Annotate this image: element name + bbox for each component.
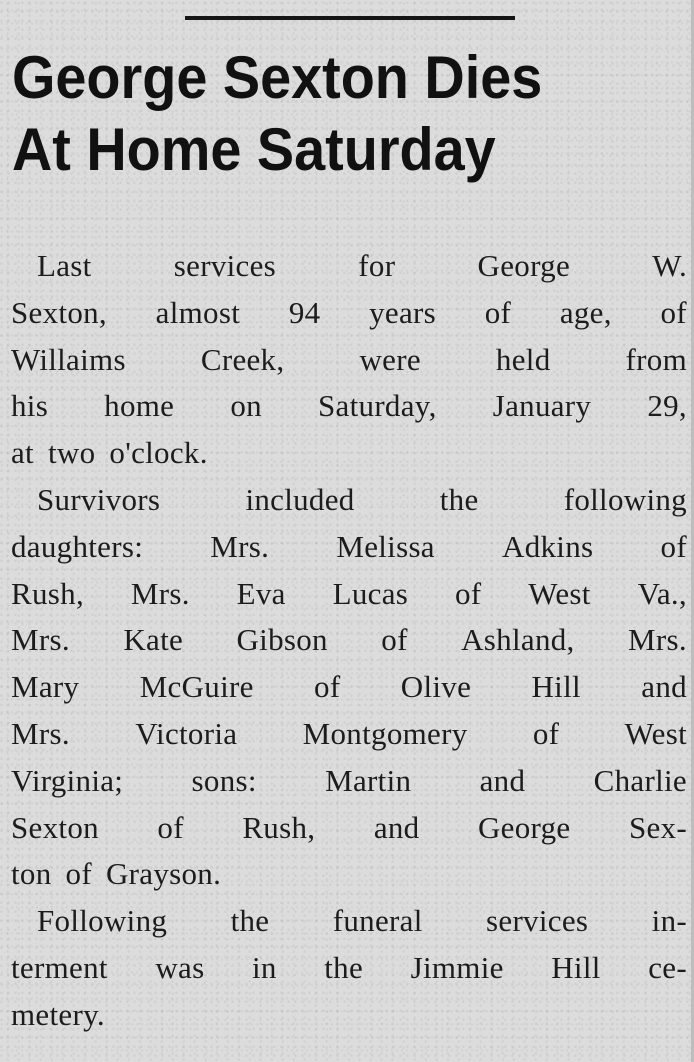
- article-line: Mrs. Kate Gibson of Ashland, Mrs.: [11, 622, 687, 658]
- article-line: Following the funeral services in-: [37, 903, 687, 939]
- article-line: Mary McGuire of Olive Hill and: [11, 669, 687, 705]
- article-line: his home on Saturday, January 29,: [11, 388, 687, 424]
- headline-line-2: At Home Saturday: [12, 116, 496, 183]
- article-paragraph: [11, 477, 687, 898]
- headline: [12, 42, 635, 186]
- article-body: [11, 243, 687, 1039]
- article-line: at two o'clock.: [11, 435, 208, 471]
- article-line: metery.: [11, 996, 105, 1032]
- article-paragraph: [11, 243, 687, 477]
- article-line: daughters: Mrs. Melissa Adkins of: [11, 528, 687, 564]
- article-paragraph: [11, 898, 687, 1038]
- article-line: Virginia; sons: Martin and Charlie: [11, 762, 687, 798]
- article-line: Survivors included the following: [37, 481, 687, 517]
- article-line: Last services for George W.: [37, 248, 687, 283]
- article-line: Sexton of Rush, and George Sex-: [11, 809, 687, 845]
- article-line: Sexton, almost 94 years of age, of: [11, 294, 687, 330]
- top-rule: [185, 16, 515, 20]
- article-line: Mrs. Victoria Montgomery of West: [11, 715, 687, 751]
- headline-line-1: George Sexton Dies: [12, 44, 543, 111]
- article-line: terment was in the Jimmie Hill ce-: [11, 949, 687, 985]
- article-line: ton of Grayson.: [11, 856, 222, 892]
- article-line: Rush, Mrs. Eva Lucas of West Va.,: [11, 575, 687, 611]
- article-line: Willaims Creek, were held from: [11, 341, 687, 377]
